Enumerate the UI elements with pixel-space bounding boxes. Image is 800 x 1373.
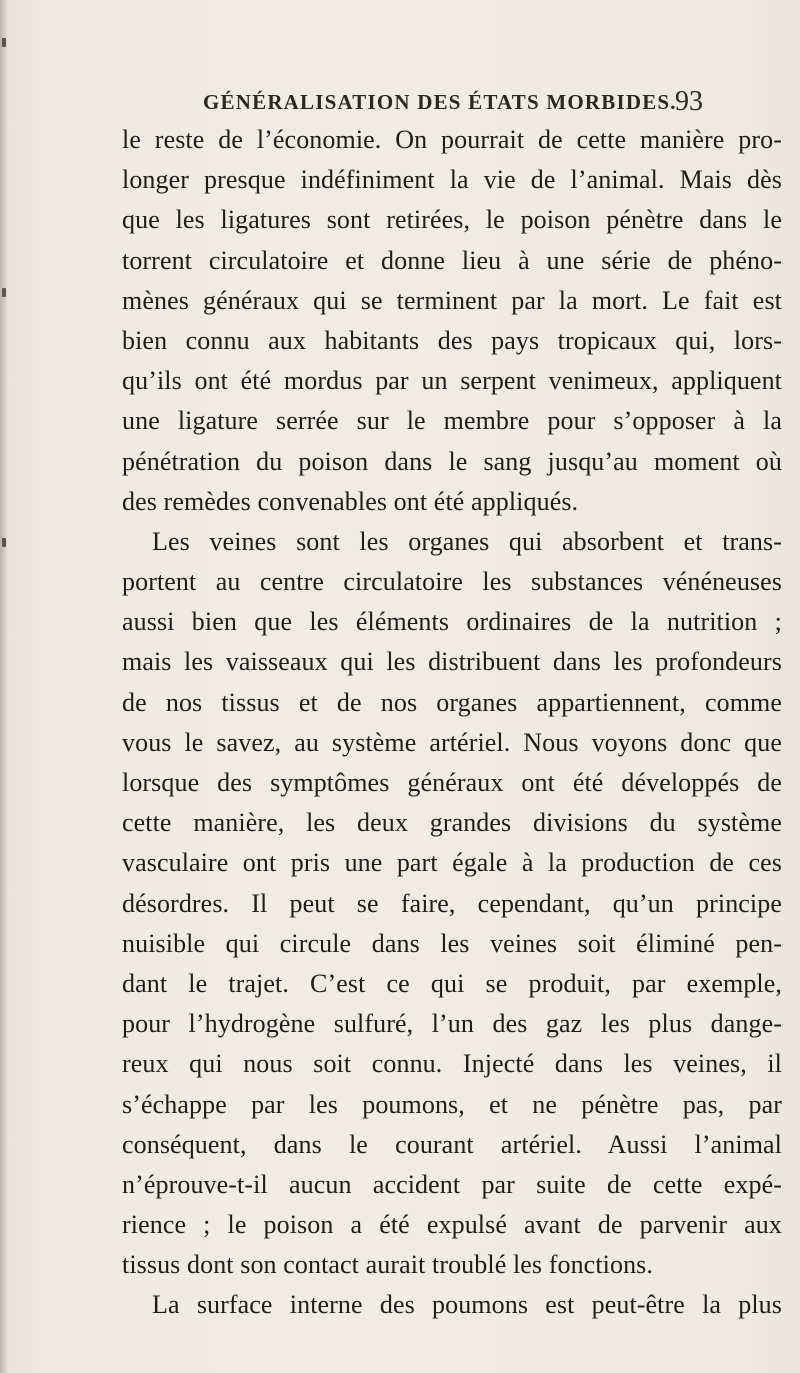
paragraph-first-line: La surface interne des poumons est peut-être la plus	[152, 1290, 782, 1320]
text-line: mènes généraux qui se terminent par la mort. Le fait est	[122, 285, 782, 315]
text-line: vasculaire ont pris une part égale à la production de ces	[122, 848, 782, 878]
text-line: aussi bien que les éléments ordinaires de la nutrition ;	[122, 607, 782, 637]
text-line: le reste de l’économie. On pourrait de cette manière pro-	[122, 125, 782, 154]
text-line: de nos tissus et de nos organes appartiennent, comme	[122, 687, 782, 717]
page-header	[203, 86, 703, 120]
margin-mark	[2, 288, 6, 297]
text-line: pénétration du poison dans le sang jusqu’au moment où	[122, 446, 782, 476]
text-line: s’échappe par les poumons, et ne pénètre pas, par	[122, 1089, 782, 1119]
text-line: n’éprouve-t-il aucun accident par suite de cette expé-	[122, 1169, 782, 1199]
text-line: qu’ils ont été mordus par un serpent venimeux, appliquent	[122, 366, 782, 396]
text-line: des remèdes convenables ont été appliqués.	[122, 486, 579, 516]
running-head: GÉNÉRALISATION DES ÉTATS MORBIDES.	[203, 90, 677, 114]
margin-mark	[2, 38, 6, 47]
text-line: longer presque indéfiniment la vie de l’animal. Mais dès	[122, 165, 782, 195]
margin-mark	[2, 538, 6, 547]
body-text	[122, 120, 782, 1326]
text-line: cette manière, les deux grandes divisions du système	[122, 808, 782, 838]
text-line: conséquent, dans le courant artériel. Aussi l’animal	[122, 1129, 782, 1159]
text-line: vous le savez, au système artériel. Nous voyons donc que	[122, 727, 782, 757]
text-line: bien connu aux habitants des pays tropicaux qui, lors-	[122, 325, 782, 355]
text-line: reux qui nous soit connu. Injecté dans les veines, il	[122, 1049, 782, 1079]
text-line: portent au centre circulatoire les substances vénéneuses	[122, 567, 782, 597]
page-number: 93	[675, 86, 703, 117]
text-line: tissus dont son contact aurait troublé les fonctions.	[122, 1250, 653, 1280]
text-line: désordres. Il peut se faire, cependant, qu’un principe	[122, 888, 782, 918]
text-line: pour l’hydrogène sulfuré, l’un des gaz les plus dange-	[122, 1009, 782, 1039]
text-line: une ligature serrée sur le membre pour s’opposer à la	[122, 406, 782, 436]
text-line: que les ligatures sont retirées, le poison pénètre dans le	[122, 205, 782, 235]
text-line: nuisible qui circule dans les veines soit éliminé pen-	[122, 928, 782, 958]
text-line: lorsque des symptômes généraux ont été développés de	[122, 768, 782, 797]
text-line: mais les vaisseaux qui les distribuent dans les profondeurs	[122, 647, 782, 677]
text-line: torrent circulatoire et donne lieu à une série de phéno-	[122, 245, 782, 275]
text-line: dant le trajet. C’est ce qui se produit, par exemple,	[122, 968, 782, 998]
text-line: rience ; le poison a été expulsé avant de parvenir aux	[122, 1210, 782, 1240]
page-gutter-shadow	[0, 0, 8, 1373]
paragraph-first-line: Les veines sont les organes qui absorbent et trans-	[152, 526, 782, 556]
